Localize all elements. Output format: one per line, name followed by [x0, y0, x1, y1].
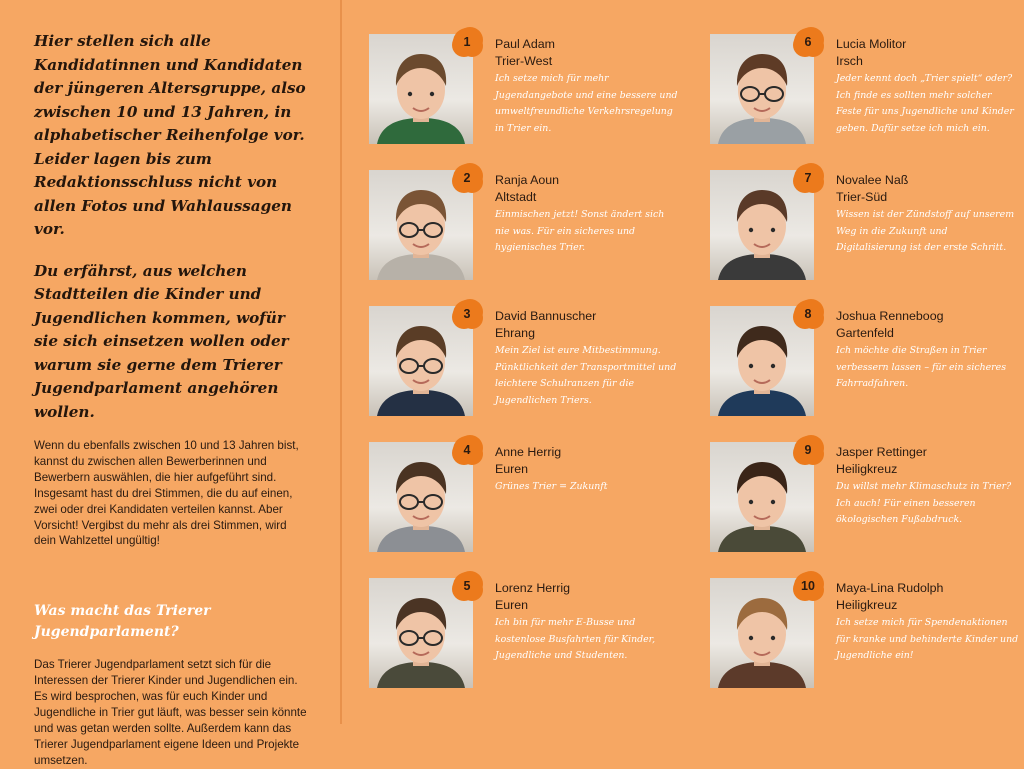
candidate-number-badge: 10 [794, 572, 822, 600]
candidate-number-badge: 5 [453, 572, 481, 600]
candidate-name: Maya-Lina Rudolph [836, 581, 944, 595]
candidate-district: Trier-West [495, 54, 553, 68]
section-heading: Was macht das Trierer Jugendparlament? [34, 603, 211, 641]
candidate-district: Euren [495, 598, 529, 612]
candidate-statement: Wissen ist der Zündstoff auf unserem Weg in die Zukunft und Digitalisierung ist der erste Schritt. [836, 209, 1015, 253]
candidate-statement: Ich bin für mehr E-Busse und kostenlose Busfahrten für Kinder, Jugendliche und Studenten. [495, 617, 656, 661]
candidate-district: Ehrang [495, 326, 535, 340]
candidate-number-badge: 7 [794, 164, 822, 192]
candidate-card [710, 170, 1020, 282]
candidate-statement: Ich setze mich für mehr Jugendangebote und eine bessere und umweltfreundliche Verkehrsregelung in Trier ein. [495, 73, 678, 134]
intro-column [34, 30, 310, 769]
candidate-info [495, 444, 679, 496]
candidate-info [495, 172, 679, 257]
candidate-info [836, 308, 1020, 393]
candidate-card [710, 578, 1020, 690]
candidate-name: Paul Adam [495, 37, 555, 51]
candidate-info [836, 36, 1020, 137]
candidate-district: Trier-Süd [836, 190, 888, 204]
candidate-name: David Bannuscher [495, 309, 597, 323]
candidate-number-badge: 6 [794, 28, 822, 56]
candidate-district: Irsch [836, 54, 863, 68]
candidate-name: Joshua Renneboog [836, 309, 944, 323]
candidate-number-badge: 1 [453, 28, 481, 56]
candidate-district: Heiligkreuz [836, 598, 898, 612]
candidate-statement: Mein Ziel ist eure Mitbestimmung. Pünktlichkeit der Transportmittel und leichtere Schulranzen für die Jugendlichen Triers. [495, 345, 677, 406]
candidate-info [836, 444, 1020, 529]
candidate-info [836, 172, 1020, 257]
candidate-statement: Einmischen jetzt! Sonst ändert sich nie was. Für ein sicheres und hygienisches Trier. [495, 209, 665, 253]
candidate-info [495, 580, 679, 665]
candidate-card [369, 34, 679, 146]
candidate-card [369, 306, 679, 418]
candidate-info [836, 580, 1020, 665]
candidate-district: Euren [495, 462, 529, 476]
candidate-number-badge: 3 [453, 300, 481, 328]
candidate-number-badge: 8 [794, 300, 822, 328]
intro-paragraph-2: Du erfährst, aus welchen Stadtteilen die Kinder und Jugendlichen kommen, wofür sie sich einsetzen wollen oder warum sie gerne dem Trierer Jugendparlament angehören wollen. [34, 261, 289, 421]
candidate-card [710, 34, 1020, 146]
candidate-number-badge: 9 [794, 436, 822, 464]
candidate-name: Novalee Naß [836, 173, 909, 187]
candidate-card [710, 306, 1020, 418]
page-fold [340, 0, 342, 724]
candidate-number-badge: 2 [453, 164, 481, 192]
candidate-statement: Du willst mehr Klimaschutz in Trier? Ich auch! Für einen besseren ökologischen Fußabdruck. [836, 481, 1012, 525]
candidate-card [369, 442, 679, 554]
candidate-info [495, 36, 679, 137]
candidate-card [369, 170, 679, 282]
candidate-name: Ranja Aoun [495, 173, 560, 187]
candidate-name: Lorenz Herrig [495, 581, 571, 595]
candidate-statement: Grünes Trier = Zukunft [495, 481, 608, 492]
candidate-statement: Ich setze mich für Spendenaktionen für kranke und behinderte Kinder und Jugendliche ein! [836, 617, 1019, 661]
candidate-number-badge: 4 [453, 436, 481, 464]
candidate-name: Lucia Molitor [836, 37, 907, 51]
candidate-card [710, 442, 1020, 554]
candidate-district: Altstadt [495, 190, 537, 204]
candidate-district: Heiligkreuz [836, 462, 898, 476]
section-text: Das Trierer Jugendparlament setzt sich für die Interessen der Trierer Kinder und Jugendlichen ein. Es wird besprochen, was für euch Kinder und Jugendliche in Trier gut läuft, was besser sein könnte und was getan werden sollte. Außerdem kann das Trierer Jugendparlament eigene Ideen und Projekte umsetzen. [34, 658, 307, 767]
candidate-name: Anne Herrig [495, 445, 562, 459]
candidate-info [495, 308, 679, 409]
intro-paragraph-1: Hier stellen sich alle Kandidatinnen und Kandidaten der jüngeren Altersgruppe, also zwischen 10 und 13 Jahren, in alphabetischer Reihenfolge vor. Leider lagen bis zum Redaktionsschluss nicht von allen Fotos und Wahlaussagen vor. [34, 32, 306, 238]
candidate-district: Gartenfeld [836, 326, 894, 340]
candidate-statement: Ich möchte die Straßen in Trier verbessern lassen – für ein sicheres Fahrradfahren. [836, 345, 1007, 389]
candidate-statement: Jeder kennt doch „Trier spielt“ oder? Ich finde es sollten mehr solcher Feste für uns Jugendliche und Kinder geben. Dafür setze ich mich ein. [836, 73, 1014, 134]
candidate-card [369, 578, 679, 690]
candidate-name: Jasper Rettinger [836, 445, 927, 459]
voting-instructions: Wenn du ebenfalls zwischen 10 und 13 Jahren bist, kannst du zwischen allen Bewerberinnen und Bewerbern auswählen, die hier aufgeführt sind. Insgesamt hast du drei Stimmen, die du auf einen, zwei oder drei Kandidaten verteilen kannst. Aber Vorsicht! Vergibst du mehr als drei Stimmen, wird dein Wahlzettel ungültig! [34, 439, 299, 548]
